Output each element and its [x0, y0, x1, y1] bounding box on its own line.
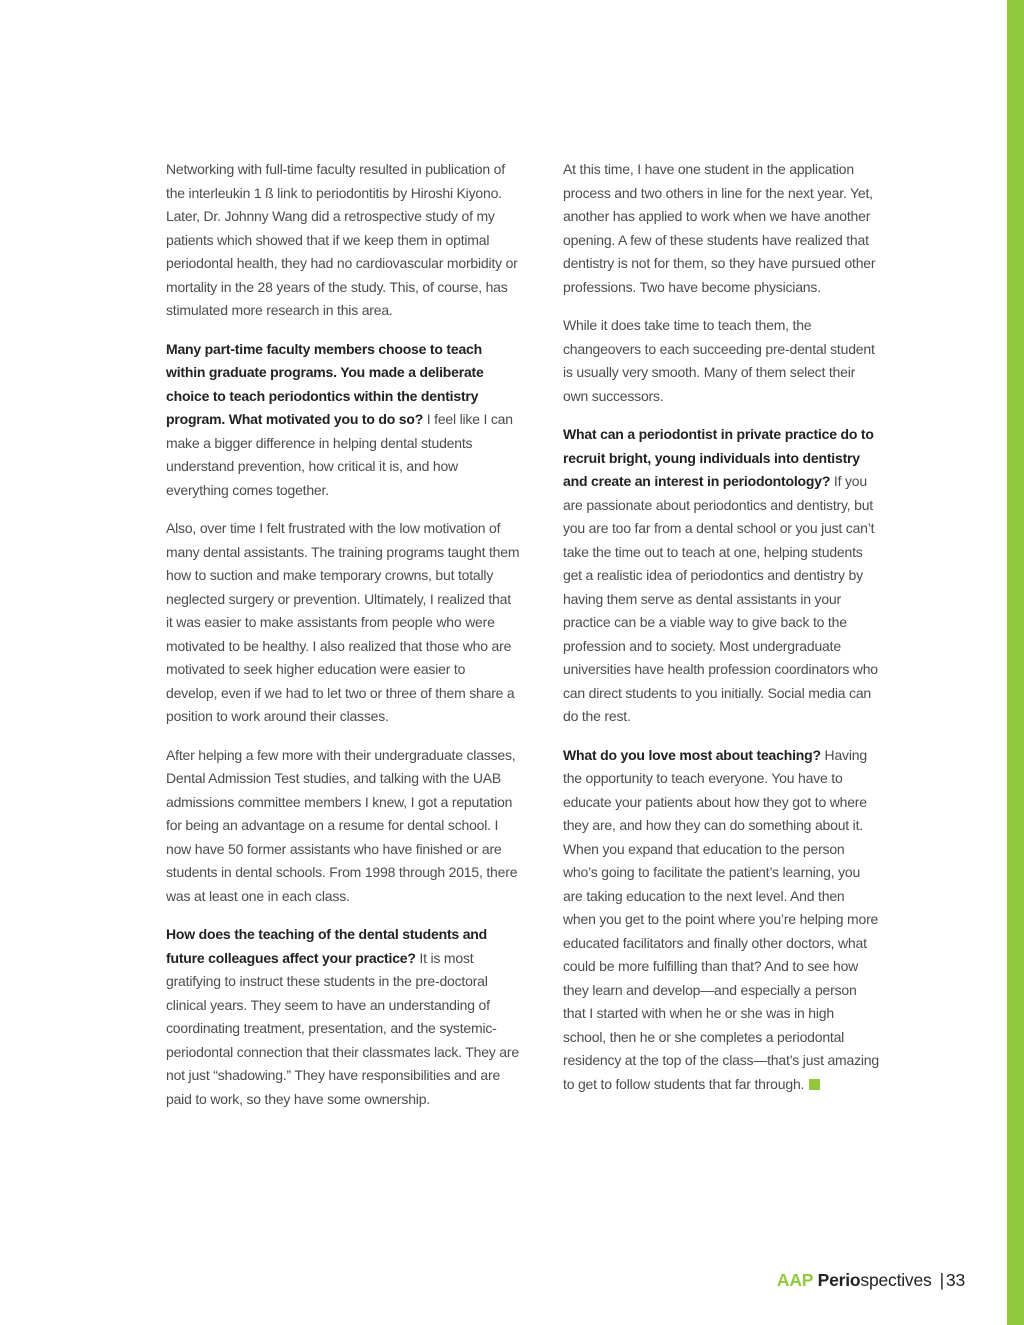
paragraph-text: Having the opportunity to teach everyone. You have to educate your patients about how they got to where they are, and how they can do something about it. When you expand that education to the person who’s going to facilitate the patient’s learning, you are taking education to the next level. And then when you get to the point where you’re helping more educated facilitators and finally other doctors, what could be more fulfilling than that? And to see how they learn and develop—and especially a person that I started with when he or she was in high school, then he or she completes a periodontal residency at the top of the class—that’s just amazing to get to follow students that far through.: [563, 746, 879, 1092]
paragraph: [166, 158, 520, 323]
footer-brand-aap: AAP: [776, 1270, 818, 1290]
paragraph: [563, 744, 879, 1097]
page-footer: [0, 1270, 965, 1291]
question-lead: What can a periodontist in private practice do to recruit bright, young individuals into dentistry and create an interest in periodontology?: [563, 426, 874, 489]
footer-brand-perio: Perio: [817, 1270, 861, 1290]
paragraph-text: Networking with full-time faculty resulted in publication of the interleukin 1 ß link to periodontitis by Hiroshi Kiyono. Later, Dr. Johnny Wang did a retrospective study of my patients which showed that if we keep them in optimal periodontal health, they had no cardiovascular morbidity or mortality in the 28 years of the study. This, of course, has stimulated more research in this area.: [166, 161, 518, 318]
paragraph-text: Also, over time I felt frustrated with the low motivation of many dental assistants. The training programs taught them how to suction and make temporary crowns, but totally neglected surgery or prevention. Ultimately, I realized that it was easier to make assistants from people who were motivated to be healthy. I also realized that those who are motivated to seek higher education were easier to develop, even if we had to let two or three of them share a position to work around their classes.: [166, 520, 520, 724]
footer-divider: |: [939, 1270, 944, 1290]
accent-bar: [1007, 0, 1024, 1325]
left-column: [166, 158, 520, 1126]
paragraph: [166, 517, 520, 729]
paragraph-text: At this time, I have one student in the application process and two others in line for the next year. Yet, another has applied to work when we have another opening. A few of these students have realized that dentistry is not for them, so they have pursued other professions. Two have become physicians.: [563, 161, 876, 295]
footer-brand-spectives: spectives: [860, 1270, 932, 1290]
question-lead: Many part-time faculty members choose to teach within graduate programs. You made a deliberate choice to teach periodontics within the dentistry program. What motivated you to do so?: [166, 340, 484, 427]
paragraph: [563, 158, 879, 299]
paragraph-text: While it does take time to teach them, the changeovers to each succeeding pre-dental student is usually very smooth. Many of them select their own successors.: [563, 317, 875, 404]
end-of-article-mark: [809, 1079, 820, 1090]
paragraph: [563, 423, 879, 729]
paragraph-text: If you are passionate about periodontics and dentistry, but you are too far from a dental school or you just can’t take the time out to teach at one, helping students get a realistic idea of periodontics and dentistry by having them serve as dental assistants in your practice can be a viable way to give back to the profession and to society. Most undergraduate universities have health profession coordinators who can direct students to you initially. Social media can do the rest.: [563, 473, 878, 724]
paragraph-text: After helping a few more with their undergraduate classes, Dental Admission Test studies, and talking with the UAB admissions committee members I knew, I got a reputation for being an advantage on a resume for dental school. I now have 50 former assistants who have finished or are students in dental schools. From 1998 through 2015, there was at least one in each class.: [166, 746, 518, 904]
paragraph-text: I feel like I can make a bigger difference in helping dental students understand prevention, how critical it is, and how everything comes together.: [166, 411, 513, 498]
question-lead: How does the teaching of the dental students and future colleagues affect your practice?: [166, 926, 487, 966]
page-number: 33: [945, 1270, 965, 1290]
paragraph: [166, 338, 520, 503]
paragraph: [166, 744, 520, 909]
paragraph: [166, 923, 520, 1111]
right-column: [563, 158, 879, 1111]
question-lead: What do you love most about teaching?: [563, 746, 825, 763]
paragraph: [563, 314, 879, 408]
paragraph-text: It is most gratifying to instruct these students in the pre-doctoral clinical years. They seem to have an understanding of coordinating treatment, presentation, and the systemic-periodontal connection that their classmates lack. They are not just “shadowing.” They have responsibilities and are paid to work, so they have some ownership.: [166, 949, 519, 1107]
